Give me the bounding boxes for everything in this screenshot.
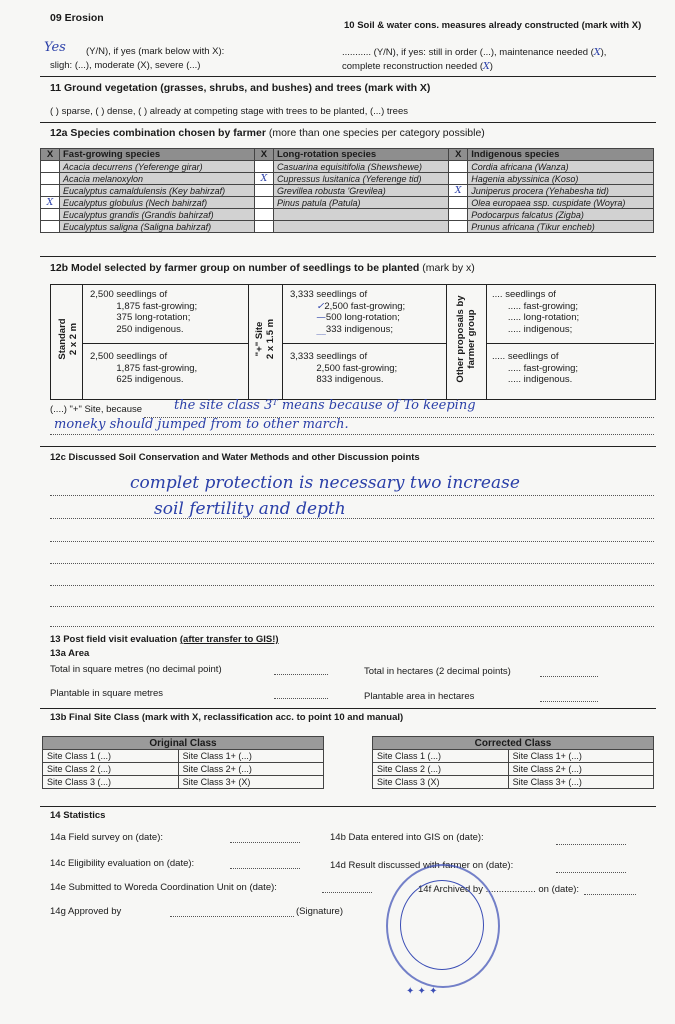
corrected-class-cell[interactable]: Site Class 1 (...) bbox=[372, 750, 508, 763]
species-row bbox=[41, 185, 654, 197]
standard-model-a: 2,500 seedlings of 1,875 fast-growing; 375 long-rotation; 250 indigenous. bbox=[90, 289, 198, 335]
indig-species: Hagenia abyssinica (Koso) bbox=[468, 173, 654, 185]
header-indig: Indigenous species bbox=[468, 149, 654, 161]
mark-indig[interactable] bbox=[449, 221, 468, 233]
plantable-sqm-label: Plantable in square metres bbox=[50, 688, 164, 699]
corrected-class-cell[interactable]: Site Class 3 (X) bbox=[372, 776, 508, 789]
plantable-ha-label: Plantable area in hectares bbox=[364, 691, 475, 702]
species-row bbox=[41, 161, 654, 173]
indig-species: Prunus africana (Tikur encheb) bbox=[468, 221, 654, 233]
mark-long[interactable] bbox=[254, 209, 273, 221]
section-14-title: 14 Statistics bbox=[50, 810, 106, 821]
indig-species: Podocarpus falcatus (Zigba) bbox=[468, 209, 654, 221]
erosion-degree-line: sligh: (...), moderate (X), severe (...) bbox=[50, 60, 201, 71]
signature-label: (Signature) bbox=[296, 906, 343, 917]
total-ha-label: Total in hectares (2 decimal points) bbox=[364, 666, 511, 677]
original-class-cell[interactable]: Site Class 2+ (...) bbox=[178, 763, 323, 776]
official-stamp-inner bbox=[400, 880, 484, 970]
other-proposals-label: Other proposals by farmer group bbox=[455, 295, 477, 383]
site-class-row bbox=[43, 763, 654, 776]
fast-species: Eucalyptus grandis (Grandis bahirzaf) bbox=[60, 209, 255, 221]
long-species bbox=[273, 221, 448, 233]
long-species: Pinus patula (Patula) bbox=[273, 197, 448, 209]
erosion-yn-line: (Y/N), if yes (mark below with X): bbox=[86, 46, 225, 57]
mark-long[interactable] bbox=[254, 185, 273, 197]
original-class-cell[interactable]: Site Class 2 (...) bbox=[43, 763, 179, 776]
stat-14d: 14d Result discussed with farmer on (date): bbox=[330, 860, 514, 871]
erosion-answer: Yes bbox=[44, 40, 66, 55]
mark-indig[interactable] bbox=[449, 161, 468, 173]
col-x: X bbox=[254, 149, 273, 161]
mark-fast[interactable] bbox=[41, 173, 60, 185]
fast-species: Acacia melanoxylon bbox=[60, 173, 255, 185]
standard-model-b: 2,500 seedlings of 1,875 fast-growing, 625 indigenous. bbox=[90, 351, 198, 385]
stat-14g: 14g Approved by bbox=[50, 906, 122, 917]
fast-species: Eucalyptus saligna (Saligna bahirzaf) bbox=[60, 221, 255, 233]
because-answer-2: moneky should jumped from to other march. bbox=[54, 417, 349, 432]
discussion-answer-1: complet protection is necessary two increase bbox=[130, 473, 520, 493]
section-12a-title: 12a Species combination chosen by farmer (more than one species per category possible) bbox=[50, 127, 485, 139]
site-because-label: (....) "+" Site, because bbox=[50, 404, 143, 415]
header-long: Long-rotation species bbox=[273, 149, 448, 161]
vegetation-line: ( ) sparse, ( ) dense, ( ) already at competing stage with trees to be planted, (...) trees bbox=[50, 106, 408, 117]
original-class-header: Original Class bbox=[43, 737, 324, 750]
site-class-table bbox=[42, 736, 654, 789]
mark-long[interactable]: X bbox=[254, 173, 273, 185]
corrected-class-header: Corrected Class bbox=[372, 737, 653, 750]
total-sqm-label: Total in square metres (no decimal point) bbox=[50, 664, 222, 675]
long-species bbox=[273, 209, 448, 221]
mark-fast[interactable] bbox=[41, 209, 60, 221]
fast-species: Eucalyptus globulus (Nech bahirzaf) bbox=[60, 197, 255, 209]
section-13b-title: 13b Final Site Class (mark with X, reclassification acc. to point 10 and manual) bbox=[50, 712, 404, 723]
stamp-text: ✦ ✦ ✦ bbox=[406, 986, 438, 997]
stat-14a: 14a Field survey on (date): bbox=[50, 832, 164, 843]
plus-site-model-b: 3,333 seedlings of 2,500 fast-growing; 833 indigenous. bbox=[290, 351, 398, 385]
mark-long[interactable] bbox=[254, 161, 273, 173]
long-species: Cupressus lusitanica (Yeferenge tid) bbox=[273, 173, 448, 185]
indig-species: Olea europaea ssp. cuspidate (Woyra) bbox=[468, 197, 654, 209]
swc-line2: complete reconstruction needed (X) bbox=[342, 61, 493, 72]
col-x: X bbox=[41, 149, 60, 161]
mark-fast[interactable] bbox=[41, 221, 60, 233]
site-class-row bbox=[43, 750, 654, 763]
long-species: Casuarina equisitifolia (Shewshewe) bbox=[273, 161, 448, 173]
corrected-class-cell[interactable]: Site Class 2+ (...) bbox=[508, 763, 653, 776]
section-10-title: 10 Soil & water cons. measures already constructed (mark with X) bbox=[344, 20, 642, 31]
section-12b-title: 12b Model selected by farmer group on number of seedlings to be planted (mark by x) bbox=[50, 262, 475, 274]
other-model-b: ..... seedlings of ..... fast-growing; ..... indigenous. bbox=[492, 351, 579, 385]
mark-fast[interactable] bbox=[41, 161, 60, 173]
mark-long[interactable] bbox=[254, 221, 273, 233]
discussion-answer-2: soil fertility and depth bbox=[154, 499, 346, 519]
fast-species: Acacia decurrens (Yeferenge girar) bbox=[60, 161, 255, 173]
corrected-class-cell[interactable]: Site Class 2 (...) bbox=[372, 763, 508, 776]
species-row bbox=[41, 221, 654, 233]
species-row bbox=[41, 209, 654, 221]
original-class-cell[interactable]: Site Class 1 (...) bbox=[43, 750, 179, 763]
fast-species: Eucalyptus camaldulensis (Key bahirzaf) bbox=[60, 185, 255, 197]
section-11-title: 11 Ground vegetation (grasses, shrubs, and bushes) and trees (mark with X) bbox=[50, 82, 431, 94]
mark-long[interactable] bbox=[254, 197, 273, 209]
stat-14e: 14e Submitted to Woreda Coordination Unit on (date): bbox=[50, 882, 277, 893]
species-row bbox=[41, 173, 654, 185]
stat-14c: 14c Eligibility evaluation on (date): bbox=[50, 858, 195, 869]
site-class-row bbox=[43, 776, 654, 789]
standard-label: Standard 2 x 2 m bbox=[57, 318, 79, 360]
indig-species: Cordia africana (Wanza) bbox=[468, 161, 654, 173]
mark-indig[interactable] bbox=[449, 197, 468, 209]
original-class-cell[interactable]: Site Class 1+ (...) bbox=[178, 750, 323, 763]
mark-fast[interactable] bbox=[41, 185, 60, 197]
section-13-title: 13 Post field visit evaluation (after transfer to GIS!) bbox=[50, 634, 279, 645]
indig-species: Juniperus procera (Yehabesha tid) bbox=[468, 185, 654, 197]
stat-14f: 14f Archived by ................... on (date): bbox=[418, 884, 580, 895]
other-model-a: .... seedlings of ..... fast-growing; ..... long-rotation; ..... indigenous; bbox=[492, 289, 580, 335]
section-09-title: 09 Erosion bbox=[50, 12, 104, 24]
swc-line1: ........... (Y/N), if yes: still in order (...), maintenance needed (X), bbox=[342, 47, 607, 58]
corrected-class-cell[interactable]: Site Class 1+ (...) bbox=[508, 750, 653, 763]
original-class-cell[interactable]: Site Class 3+ (X) bbox=[178, 776, 323, 789]
section-13a-title: 13a Area bbox=[50, 648, 90, 659]
long-species: Grevillea robusta 'Grevilea) bbox=[273, 185, 448, 197]
plus-site-label: "+" Site 2 x 1.5 m bbox=[254, 318, 276, 360]
section-12c-title: 12c Discussed Soil Conservation and Water Methods and other Discussion points bbox=[50, 452, 420, 463]
mark-indig[interactable]: X bbox=[449, 185, 468, 197]
header-fast: Fast-growing species bbox=[60, 149, 255, 161]
mark-fast[interactable]: X bbox=[41, 197, 60, 209]
form-page bbox=[34, 6, 662, 1006]
species-row bbox=[41, 197, 654, 209]
because-answer-1: the site class 3ᵀ means because of To keeping bbox=[174, 398, 476, 413]
mark-indig[interactable] bbox=[449, 209, 468, 221]
species-table bbox=[40, 148, 654, 233]
plus-site-model-a: 3,333 seedlings of ✓2,500 fast-growing; —500 long-rotation; __333 indigenous; bbox=[290, 289, 406, 335]
mark-indig[interactable] bbox=[449, 173, 468, 185]
stat-14b: 14b Data entered into GIS on (date): bbox=[330, 832, 484, 843]
col-x: X bbox=[449, 149, 468, 161]
original-class-cell[interactable]: Site Class 3 (...) bbox=[43, 776, 179, 789]
corrected-class-cell[interactable]: Site Class 3+ (...) bbox=[508, 776, 653, 789]
